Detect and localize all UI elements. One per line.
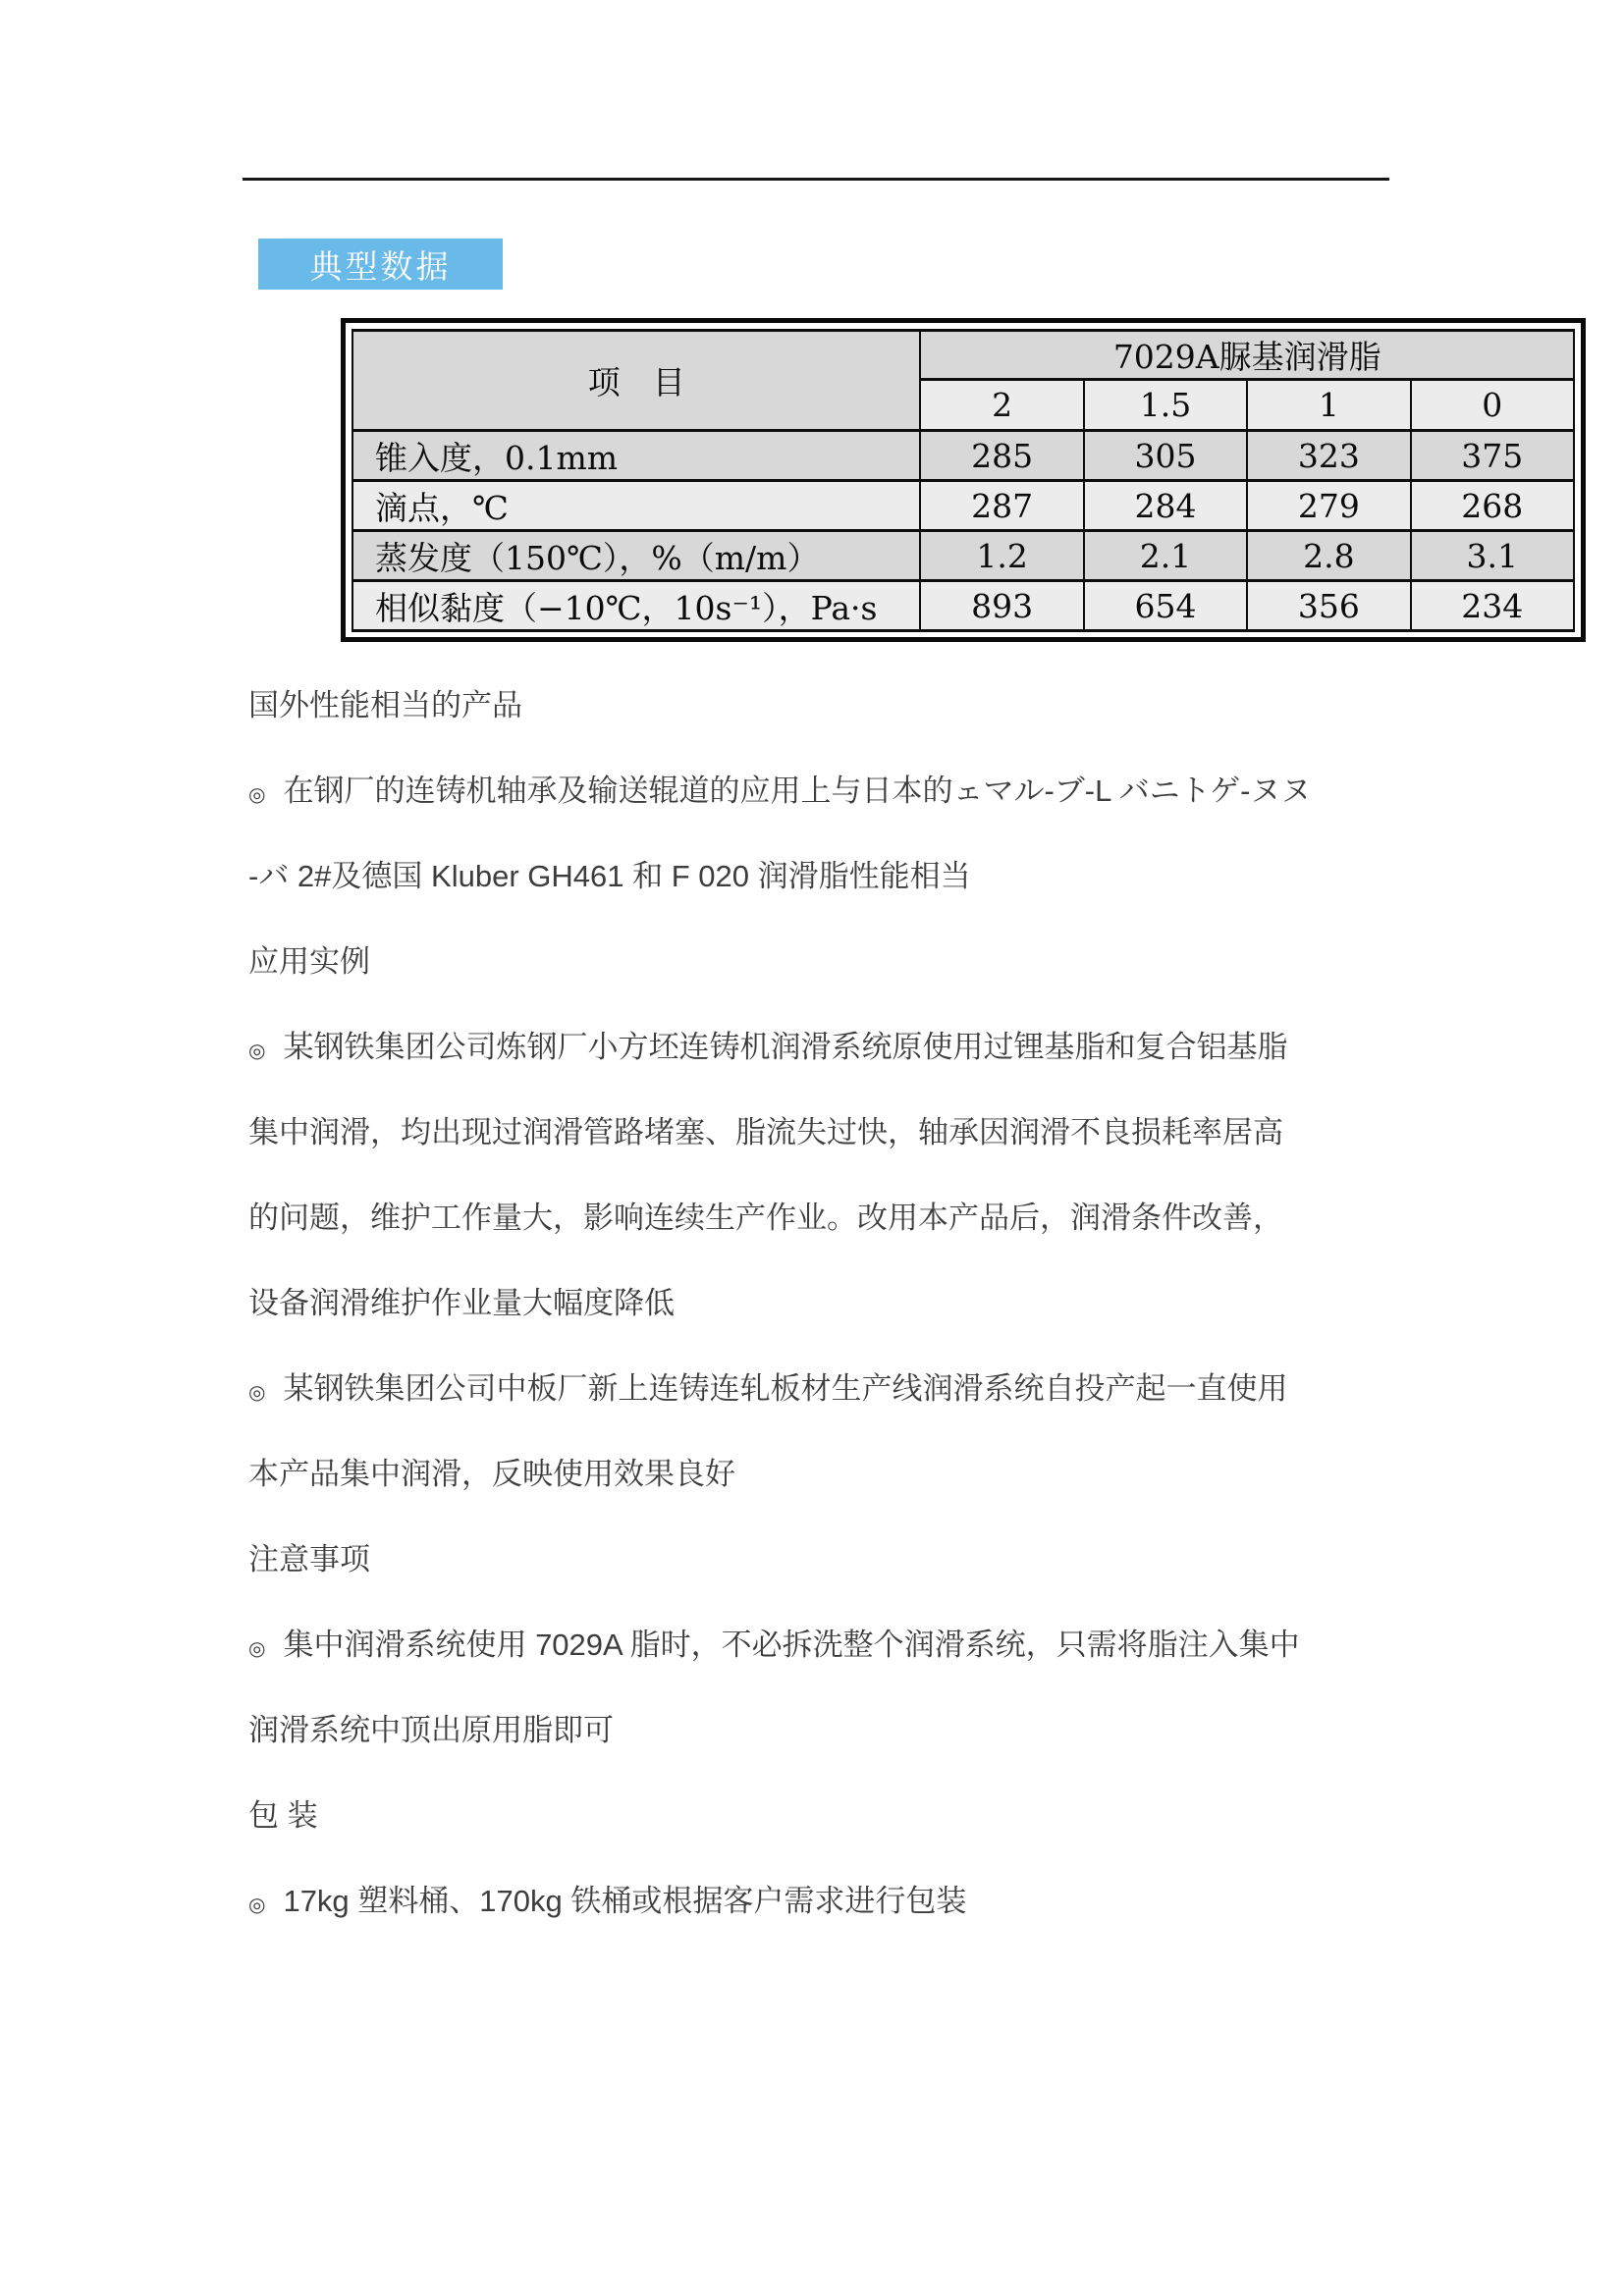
body-line <box>248 833 1312 919</box>
body-line <box>248 1090 1312 1175</box>
bullet-icon: ◎ <box>248 1895 266 1916</box>
value-cell: 287 <box>920 481 1083 531</box>
grade-cell: 0 <box>1411 380 1574 431</box>
value-cell: 285 <box>920 431 1083 481</box>
body-line-text: 在钢厂的连铸机轴承及输送辊道的应用上与日本的ェマル-ブ-L バニトゲ-ヌヌ <box>283 774 1312 808</box>
body-line <box>248 1517 1312 1602</box>
body-line <box>248 663 1312 748</box>
table-row-apparent-viscosity <box>352 581 1574 631</box>
value-cell: 356 <box>1247 581 1410 631</box>
value-cell: 893 <box>920 581 1083 631</box>
body-line <box>248 1687 1312 1773</box>
typical-data-table-frame <box>341 318 1586 642</box>
product-header-cell: 7029A脲基润滑脂 <box>920 331 1574 380</box>
row-label: 锥入度，0.1mm <box>352 431 920 481</box>
body-line <box>248 1175 1312 1260</box>
body-line <box>248 1773 1312 1858</box>
bullet-icon: ◎ <box>248 784 266 806</box>
body-line-text: 的问题，维护工作量大，影响连续生产作业。改用本产品后，润滑条件改善， <box>248 1201 1283 1235</box>
body-line-text: 某钢铁集团公司炼钢厂小方坯连铸机润滑系统原使用过锂基脂和复合铝基脂 <box>283 1030 1288 1064</box>
grade-cell: 1 <box>1247 380 1410 431</box>
value-cell: 323 <box>1247 431 1410 481</box>
value-cell: 375 <box>1411 431 1574 481</box>
value-cell: 284 <box>1084 481 1247 531</box>
table-row-penetration <box>352 431 1574 481</box>
header-divider-rule <box>243 178 1389 181</box>
body-line-text: 润滑系统中顶出原用脂即可 <box>248 1713 614 1747</box>
body-line-text: 集中润滑系统使用 7029A 脂时，不必拆洗整个润滑系统，只需将脂注入集中 <box>283 1628 1300 1662</box>
body-line-text: 17kg 塑料桶、170kg 铁桶或根据客户需求进行包装 <box>283 1884 967 1918</box>
value-cell: 2.1 <box>1084 531 1247 581</box>
body-line-text: 应用实例 <box>248 944 370 979</box>
row-label: 相似黏度（−10℃，10s⁻¹），Pa·s <box>352 581 920 631</box>
row-label: 蒸发度（150℃），%（m/m） <box>352 531 920 581</box>
typical-data-table <box>352 329 1575 632</box>
body-line <box>248 919 1312 1004</box>
value-cell: 279 <box>1247 481 1410 531</box>
section-badge-label: 典型数据 <box>309 247 452 285</box>
body-text-block <box>248 663 1312 1944</box>
body-line-text: 某钢铁集团公司中板厂新上连铸连轧板材生产线润滑系统自投产起一直使用 <box>283 1371 1288 1406</box>
body-line <box>248 748 1312 833</box>
table-row-evaporation <box>352 531 1574 581</box>
body-line-text: 国外性能相当的产品 <box>248 688 522 722</box>
body-line-text: 设备润滑维护作业量大幅度降低 <box>248 1286 675 1320</box>
grade-cell: 2 <box>920 380 1083 431</box>
body-line-text: 本产品集中润滑，反映使用效果良好 <box>248 1457 735 1491</box>
bullet-icon: ◎ <box>248 1382 266 1404</box>
body-line <box>248 1004 1312 1090</box>
item-header-cell: 项 目 <box>352 331 920 431</box>
value-cell: 268 <box>1411 481 1574 531</box>
body-line-text: 集中润滑，均出现过润滑管路堵塞、脂流失过快，轴承因润滑不良损耗率居高 <box>248 1115 1283 1149</box>
body-line <box>248 1346 1312 1431</box>
body-line <box>248 1602 1312 1687</box>
table-header-row <box>352 331 1574 380</box>
value-cell: 1.2 <box>920 531 1083 581</box>
body-line-text: 注意事项 <box>248 1542 370 1576</box>
value-cell: 2.8 <box>1247 531 1410 581</box>
body-line <box>248 1431 1312 1517</box>
bullet-icon: ◎ <box>248 1638 266 1660</box>
body-line <box>248 1858 1312 1944</box>
row-label: 滴点，℃ <box>352 481 920 531</box>
body-line-text: 包 装 <box>248 1798 318 1833</box>
grade-cell: 1.5 <box>1084 380 1247 431</box>
value-cell: 305 <box>1084 431 1247 481</box>
bullet-icon: ◎ <box>248 1041 266 1062</box>
body-line <box>248 1260 1312 1346</box>
value-cell: 234 <box>1411 581 1574 631</box>
table-row-drop-point <box>352 481 1574 531</box>
body-line-text: -バ 2#及德国 Kluber GH461 和 F 020 润滑脂性能相当 <box>248 859 971 893</box>
section-badge-typical-data <box>258 239 503 290</box>
value-cell: 3.1 <box>1411 531 1574 581</box>
value-cell: 654 <box>1084 581 1247 631</box>
